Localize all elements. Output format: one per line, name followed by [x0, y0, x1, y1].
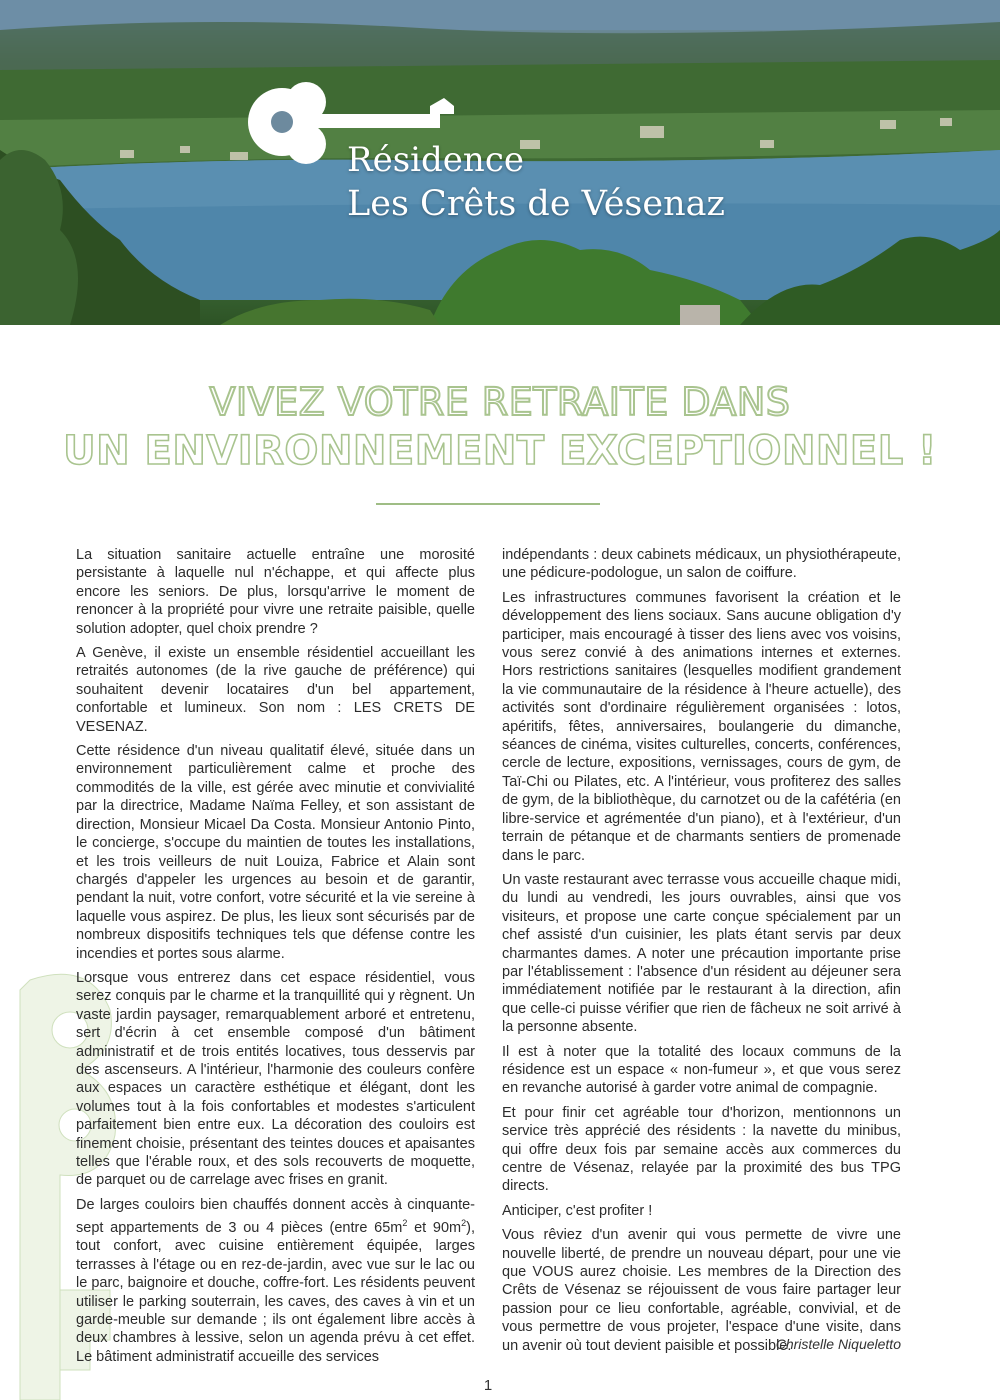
- text-segment: De larges couloirs bien chauffés donnent accès à cinquante-sept appartements de 3 ou 4 pièces (entre 65m: [76, 1196, 475, 1237]
- article-column-left: [76, 546, 475, 1372]
- residence-title-line1: Résidence: [347, 140, 524, 180]
- paragraph: Anticiper, c'est profiter !: [502, 1202, 653, 1219]
- text-segment: ), tout confort, avec cuisine entièrement équipée, larges terrasses à l'étage ou en rez-de-jardin, avec vue sur le lac ou le parc, baignoire et douche, coffre-fort. Les résidents peuvent utiliser le parking souterrain, les caves, des caves à vin et un garde-meuble sur demande ; ils ont également libre accès à deux chambres à lessive, selon un agenda prévu à cet effet. Le bâtiment administratif accueille des services: [76, 1220, 476, 1365]
- superscript: 2: [402, 1218, 408, 1229]
- paragraph-apartments: [76, 1196, 475, 1366]
- paragraph: Les infrastructures communes favorisent la création et le développement des liens sociaux. Sans aucune obligation d'y participer, mais encouragé à tisser des liens avec vos voisins, vous serez convié à des animations internes et externes. Hors restrictions sanitaires (lesquelles modifient grandement la vie communautaire de la résidence à l'heure actuelle), des activités sont d'ordinaire régulièrement organisées : lotos, apéritifs, fêtes, anniversaires, boulangerie du dimanche, séances de cinéma, visites culturelles, concerts, conférences, cercle de lecture, expositions, vernissages, cours de gym, de Taï-Chi ou Pilates, etc. A l'intérieur, vous profiterez des salles de gym, de la bibliothèque, du carnotzet ou de la cafétéria (en libre-service et agrémentée d'un piano), et à l'extérieur, d'un terrain de pétanque et de charmants sentiers de promenade dans le parc.: [502, 589, 901, 864]
- superscript: 2: [461, 1218, 467, 1229]
- paragraph: Cette résidence d'un niveau qualitatif élevé, située dans un environnement particulièrement calme et proche des commodités de la ville, est gérée avec minutie et convivialité par la directrice, Madame Naïma Felley, et son assistant de direction, Monsieur Micael Da Costa. Monsieur Antonio Pinto, le concierge, s'occupe du maintien de toutes les installations, et les trois veilleurs de nuit Louiza, Fabrice et Alain sont chargés d'appeler les urgences au besoin et de garantir, pendant la nuit, votre confort, votre sécurité et la vie sereine à laquelle vous aspirez. De plus, les lieux sont sécurisés par de nombreux dispositifs techniques tels que défense contre les incendies et portes sous alarme.: [76, 743, 475, 962]
- paragraph: Et pour finir cet agréable tour d'horizon, mentionnons un service très apprécié des résidents : la navette du minibus, qui offre deux fois par semaine accès aux commerces du centre de Vésenaz, relayée par la proximité des bus TPG directs.: [502, 1104, 901, 1195]
- paragraph: Un vaste restaurant avec terrasse vous accueille chaque midi, du lundi au vendredi, les jours ouvrables, ainsi que vos visiteurs, et propose une carte conçue spécialement par un chef assisté d'un cuisinier, les plats étant servis par deux charmantes dames. A noter une précaution importante prise par l'établissement : l'absence d'un résident au déjeuner sera immédiatement notifiée par le restaurant à la direction, afin que celle-ci puisse vérifier que rien de fâcheux ne soit arrivé à la personne absente.: [502, 871, 901, 1036]
- paragraph: indépendants : deux cabinets médicaux, un physiothérapeute, une pédicure-podologue, un salon de coiffure.: [502, 547, 901, 582]
- paragraph: Il est à noter que la totalité des locaux communs de la résidence est un espace « non-fumeur », et que vous serez en revanche autorisé à garder votre animal de compagnie.: [502, 1043, 901, 1097]
- header-photo: [0, 0, 1000, 325]
- page-headline: [0, 378, 1000, 476]
- paragraph: Vous rêviez d'un avenir qui vous permette de vivre une nouvelle liberté, de prendre un nouveau départ, pour une vie que VOUS aurez choisie. Les membres de la Direction des Crêts de Vésenaz se réjouissent de vous faire partager leur passion pour ce lieu confortable, agréable, convivial, et de vous permettre de vous projeter, l'espace d'une visite, dans un avenir où tout devient paisible et possible.: [502, 1227, 901, 1354]
- headline-line1: VIVEZ VOTRE RETRAITE DANS: [209, 380, 791, 424]
- text-segment: et 90m: [407, 1220, 462, 1237]
- paragraph: La situation sanitaire actuelle entraîne une morosité persistante à laquelle nul n'échappe, et qui affecte plus encore les seniors. De plus, lorsqu'arrive le moment de renoncer à la propriété pour vivre une retraite paisible, quelle solution adopter, quel choix prendre ?: [76, 547, 475, 637]
- page-number: 1: [483, 1377, 493, 1394]
- article-column-right: [502, 546, 901, 1361]
- headline-line2: UN ENVIRONNEMENT EXCEPTIONNEL !: [63, 428, 937, 474]
- paragraph: A Genève, il existe un ensemble résidentiel accueillant les retraités autonomes (de la rive gauche de préférence) qui souhaitent devenir locataires d'un bel appartement, confortable et lumineux. Son nom : LES CRETS DE VESENAZ.: [76, 645, 475, 735]
- residence-title-line2: Les Crêts de Vésenaz: [347, 184, 725, 224]
- residence-title: [347, 138, 725, 226]
- headline-divider: [376, 503, 600, 505]
- author-signature: Christelle Niqueletto: [775, 1336, 901, 1352]
- paragraph: Lorsque vous entrerez dans cet espace résidentiel, vous serez conquis par le charme et la tranquillité qui y règnent. Un vaste jardin paysager, remarquablement arboré et entretenu, sert d'écrin à cet ensemble composé d'un bâtiment administratif et de trois entités locatives, tous desservis par des ascenseurs. A l'intérieur, l'harmonie des couleurs confère aux espaces un caractère esthétique et élégant, dont les volumes tout à la fois confortables et modestes s'articulent parfaitement bien entre eux. La décoration des couloirs est finement choisie, présentant des teintes douces et apaisantes telles que l'érable roux, et des sols recouverts de moquette, de parquet ou de carrelage avec frises en granit.: [76, 969, 475, 1189]
